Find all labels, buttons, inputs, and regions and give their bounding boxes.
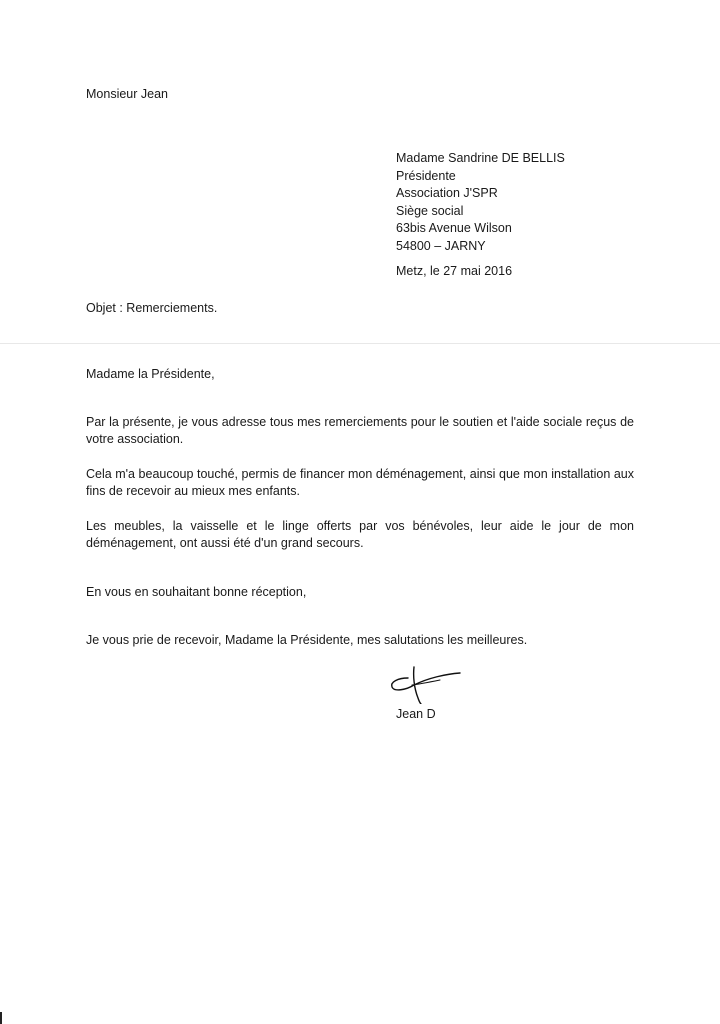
- recipient-street: 63bis Avenue Wilson: [396, 221, 512, 235]
- paragraph-closing: En vous en souhaitant bonne réception,: [86, 584, 307, 599]
- paragraph-volunteers: Les meubles, la vaisselle et le linge offerts par vos bénévoles, leur aide le jour de mon déménagement, ont aussi été d'un grand secours.: [86, 518, 634, 550]
- paragraph-impact: Cela m'a beaucoup touché, permis de financer mon déménagement, ainsi que mon installation aux fins de recevoir au mieux mes enfants.: [86, 466, 634, 498]
- signer-name: Jean D: [396, 707, 436, 721]
- scan-edge-mark: [0, 1012, 2, 1024]
- handwritten-signature: [384, 664, 464, 704]
- letter-date: Metz, le 27 mai 2016: [396, 264, 513, 278]
- paragraph-thanks: Par la présente, je vous adresse tous mes remerciements pour le soutien et l'aide sociale reçus de votre association.: [86, 414, 634, 446]
- recipient-organization: Association J'SPR: [396, 186, 498, 200]
- sender-name: Monsieur Jean: [86, 87, 168, 101]
- page-fold-line: [0, 343, 720, 344]
- recipient-address: [396, 150, 565, 255]
- recipient-office: Siège social: [396, 203, 464, 218]
- recipient-title: Présidente: [396, 168, 456, 183]
- letter-body: [86, 366, 634, 667]
- salutation: Madame la Présidente,: [86, 367, 215, 381]
- recipient-name: Madame Sandrine DE BELLIS: [396, 151, 565, 165]
- letter-subject: Objet : Remerciements.: [86, 301, 218, 315]
- paragraph-regards: Je vous prie de recevoir, Madame la Présidente, mes salutations les meilleures.: [86, 633, 528, 647]
- recipient-city: 54800 – JARNY: [396, 238, 486, 253]
